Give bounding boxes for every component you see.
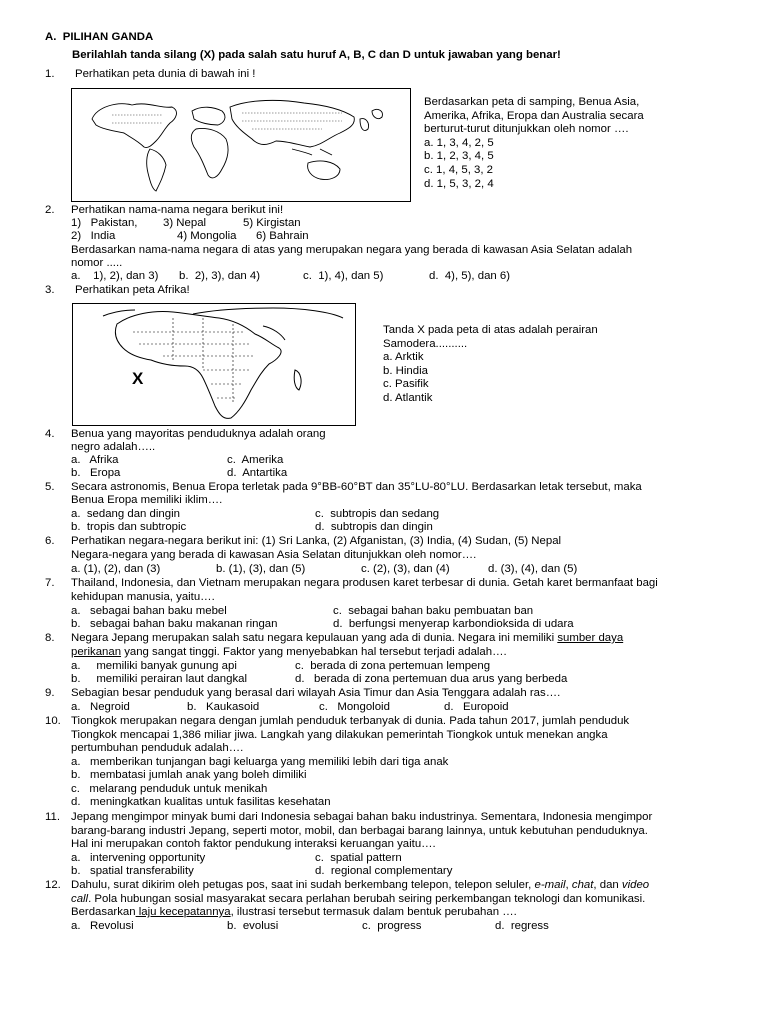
- question-number: 6.: [45, 535, 55, 547]
- text-segment: yang sangat tinggi. Faktor yang menyebabkan hal tersebut terjadi adalah….: [121, 646, 507, 658]
- italic-text: chat: [571, 879, 594, 891]
- option-c[interactable]: c. sebagai bahan baku pembuatan ban: [333, 605, 534, 617]
- text-segment: , dan: [593, 879, 622, 891]
- text-segment: , ilustrasi tersebut termasuk dalam bentuk perubahan ….: [230, 906, 517, 918]
- option-a[interactable]: a. 1, 3, 4, 2, 5: [424, 136, 494, 149]
- option-a[interactable]: a. (1), (2), dan (3): [71, 563, 161, 575]
- question-text: Secara astronomis, Benua Eropa terletak pada 9°BB-60°BT dan 35°LU-80°LU. Berdasarkan letak tersebut, maka: [71, 481, 642, 493]
- option-a[interactable]: a. Negroid: [71, 701, 130, 713]
- question-number: 4.: [45, 428, 55, 440]
- option-b[interactable]: b. tropis dan subtropic: [71, 521, 187, 533]
- option-d[interactable]: d. regress: [495, 920, 549, 932]
- option-c[interactable]: c. 1), 4), dan 5): [303, 270, 384, 282]
- question-number: 7.: [45, 577, 55, 589]
- question-number: 3.: [45, 284, 55, 296]
- country-list-item: 2) India: [71, 230, 116, 242]
- option-a[interactable]: a. Revolusi: [71, 920, 134, 932]
- question-1-description: [424, 96, 724, 191]
- option-b[interactable]: b. Eropa: [71, 467, 121, 479]
- question-text: Perhatikan negara-negara berikut ini: (1) Sri Lanka, (2) Afganistan, (3) India, (4) Sudan, (5) Nepal: [71, 535, 562, 547]
- option-d[interactable]: d. regional complementary: [315, 865, 453, 877]
- question-text: Thailand, Indonesia, dan Vietnam merupakan negara produsen karet terbesar di dunia. Getah karet bermanfaat bagi: [71, 577, 658, 589]
- question-text: negro adalah…..: [71, 441, 156, 453]
- option-b[interactable]: b. 2), 3), dan 4): [179, 270, 261, 282]
- map-x-mark: X: [132, 369, 144, 388]
- question-text: Negara-negara yang berada di kawasan Asia Selatan ditunjukkan oleh nomor….: [71, 549, 477, 561]
- option-c[interactable]: c. Mongoloid: [319, 701, 390, 713]
- text-segment: Negara Jepang merupakan salah satu negara kepulauan yang ada di dunia. Negara ini memiliki: [71, 632, 558, 644]
- option-b[interactable]: b. spatial transferability: [71, 865, 194, 877]
- question-stem: Perhatikan peta Afrika!: [75, 284, 190, 296]
- country-list-item: 6) Bahrain: [256, 230, 309, 242]
- option-b[interactable]: b. 1, 2, 3, 4, 5: [424, 150, 494, 163]
- option-d[interactable]: d. Europoid: [444, 701, 509, 713]
- question-text: Tiongkok mencapai 1,386 miliar jiwa. Langkah yang dilakukan pemerintah Tiongkok untuk menekan angka: [71, 729, 608, 741]
- option-c[interactable]: c. melarang penduduk untuk menikah: [71, 783, 268, 795]
- question-stem: Perhatikan peta dunia di bawah ini !: [75, 68, 256, 80]
- question-text: Jepang mengimpor minyak bumi dari Indonesia sebagai bahan baku industrinya. Sementara, Indonesia mengimpor: [71, 811, 653, 823]
- text-segment: Berdasarkan: [71, 906, 136, 918]
- option-a[interactable]: a. 1), 2), dan 3): [71, 270, 159, 282]
- option-d[interactable]: d. Antartika: [227, 467, 288, 479]
- question-number: 2.: [45, 204, 55, 216]
- option-d[interactable]: d. 1, 5, 3, 2, 4: [424, 177, 494, 190]
- option-b[interactable]: b. memiliki perairan laut dangkal: [71, 673, 248, 685]
- option-c[interactable]: c. (2), (3), dan (4): [361, 563, 450, 575]
- question-text: Berdasarkan nama-nama negara di atas yang merupakan negara yang berada di kawasan Asia Selatan adalah: [71, 244, 633, 256]
- question-text-line: [71, 893, 645, 907]
- question-text: Sebagian besar penduduk yang berasal dari wilayah Asia Timur dan Asia Tenggara adalah ras….: [71, 687, 561, 699]
- question-text: nomor .....: [71, 257, 123, 269]
- text-segment: . Pola hubungan sosial masyarakat secara perlahan berubah seiring perkembangan teknologi dan komunikasi.: [88, 893, 646, 905]
- option-b[interactable]: b. sebagai bahan baku makanan ringan: [71, 618, 278, 630]
- question-number: 5.: [45, 481, 55, 493]
- world-map-image: [71, 88, 411, 202]
- description-line: berturut-turut ditunjukkan oleh nomor ….: [424, 123, 629, 136]
- option-a[interactable]: a. memberikan tunjangan bagi keluarga yang memiliki lebih dari tiga anak: [71, 756, 449, 768]
- option-c[interactable]: c. Amerika: [227, 454, 284, 466]
- text-segment: ,: [565, 879, 572, 891]
- italic-text: video: [621, 879, 650, 891]
- option-d[interactable]: d. Atlantik: [383, 391, 433, 404]
- option-b[interactable]: b. membatasi jumlah anak yang boleh dimiliki: [71, 769, 307, 781]
- option-c[interactable]: c. berada di zona pertemuan lempeng: [295, 660, 491, 672]
- question-text: barang-barang industri Jepang, seperti motor, mobil, dan berbagai barang lainnya, untuk kebutuhan penduduknya.: [71, 825, 648, 837]
- underlined-text: sumber daya: [557, 632, 624, 644]
- africa-map-drawing: [73, 304, 355, 425]
- option-d[interactable]: d. subtropis dan dingin: [315, 521, 433, 533]
- question-text-line: [71, 646, 507, 660]
- question-3-description: [383, 324, 598, 406]
- question-text: Hal ini merupakan contoh faktor pendukung interaksi keruangan yaitu….: [71, 838, 436, 850]
- underlined-text: laju kecepatannya: [135, 906, 231, 918]
- question-stem: Perhatikan nama-nama negara berikut ini!: [71, 204, 284, 216]
- question-number: 8.: [45, 632, 55, 644]
- country-list-item: 3) Nepal: [163, 217, 207, 229]
- question-text: Benua yang mayoritas penduduknya adalah orang: [71, 428, 326, 440]
- option-c[interactable]: c. spatial pattern: [315, 852, 402, 864]
- option-d[interactable]: d. berada di zona pertemuan dua arus yang berbeda: [295, 673, 568, 685]
- question-number: 9.: [45, 687, 55, 699]
- question-text-line: [71, 906, 517, 920]
- italic-text: e-mail: [534, 879, 566, 891]
- option-b[interactable]: b. (1), (3), dan (5): [216, 563, 306, 575]
- option-a[interactable]: a. sedang dan dingin: [71, 508, 180, 520]
- text-segment: Dahulu, surat dikirim oleh petugas pos, saat ini sudah berkembang telepon, telepon seluler,: [71, 879, 535, 891]
- option-c[interactable]: c. progress: [362, 920, 422, 932]
- description-line: Tanda X pada peta di atas adalah perairan: [383, 324, 598, 336]
- option-d[interactable]: d. 4), 5), dan 6): [429, 270, 511, 282]
- option-a[interactable]: a. intervening opportunity: [71, 852, 206, 864]
- question-number: 1.: [45, 68, 55, 80]
- question-text: Tiongkok merupakan negara dengan jumlah penduduk terbanyak di dunia. Pada tahun 2017, jumlah penduduk: [71, 715, 630, 727]
- option-a[interactable]: a. sebagai bahan baku mebel: [71, 605, 227, 617]
- option-d[interactable]: d. meningkatkan kualitas untuk fasilitas kesehatan: [71, 796, 331, 808]
- option-a[interactable]: a. Arktik: [383, 351, 424, 364]
- option-a[interactable]: a. Afrika: [71, 454, 119, 466]
- description-line: Berdasarkan peta di samping, Benua Asia,: [424, 96, 640, 108]
- option-d[interactable]: d. berfungsi menyerap karbondioksida di udara: [333, 618, 574, 630]
- question-number: 11.: [45, 811, 60, 823]
- question-text-line: [71, 632, 623, 646]
- option-c[interactable]: c. subtropis dan sedang: [315, 508, 440, 520]
- section-title: A. PILIHAN GANDA: [45, 31, 154, 43]
- option-b[interactable]: b. evolusi: [227, 920, 279, 932]
- question-number: 10.: [45, 715, 61, 727]
- question-text-line: [71, 879, 649, 893]
- country-list-item: 4) Mongolia: [177, 230, 237, 242]
- option-c[interactable]: c. 1, 4, 5, 3, 2: [424, 163, 494, 176]
- africa-map-image: [72, 303, 356, 426]
- country-list-item: 1) Pakistan,: [71, 217, 138, 229]
- question-text: kehidupan manusia, yaitu….: [71, 591, 215, 603]
- italic-text: call: [71, 893, 89, 905]
- option-a[interactable]: a. memiliki banyak gunung api: [71, 660, 237, 672]
- question-text: pertumbuhan penduduk adalah….: [71, 742, 244, 754]
- description-line: Samodera..........: [383, 337, 468, 350]
- country-list-item: 5) Kirgistan: [243, 217, 301, 229]
- option-b[interactable]: b. Kaukasoid: [187, 701, 260, 713]
- instruction: Berilahlah tanda silang (X) pada salah satu huruf A, B, C dan D untuk jawaban yang benar!: [72, 49, 561, 61]
- underlined-text: perikanan: [71, 646, 122, 658]
- option-c[interactable]: c. Pasifik: [383, 378, 429, 391]
- option-d[interactable]: d. (3), (4), dan (5): [488, 563, 578, 575]
- question-number: 12.: [45, 879, 61, 891]
- description-line: Amerika, Afrika, Eropa dan Australia secara: [424, 109, 644, 122]
- world-map-drawing: [72, 89, 410, 201]
- question-text: Benua Eropa memiliki iklim….: [71, 494, 223, 506]
- option-b[interactable]: b. Hindia: [383, 364, 428, 377]
